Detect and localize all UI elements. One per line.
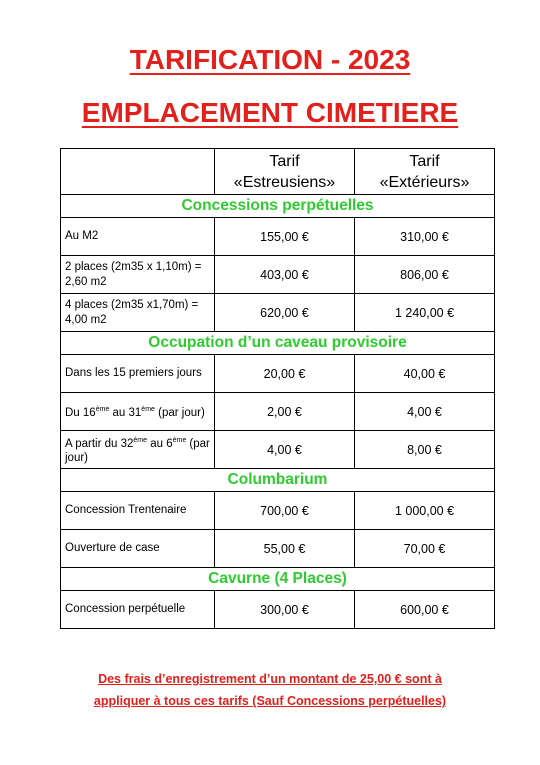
section-header-row [61,332,495,355]
price-estreusiens: 155,00 € [215,218,355,256]
row-label: Au M2 [61,218,215,256]
table-row [61,393,495,431]
table-row [61,294,495,332]
header-empty-cell [61,149,215,195]
section-header-row [61,469,495,492]
section-title: Occupation d’un caveau provisoire [61,332,495,355]
price-exterieurs: 70,00 € [355,530,495,568]
label-superscript: ème [95,406,110,414]
label-part: A partir du 32 [65,437,134,450]
table-row [61,355,495,393]
price-exterieurs: 310,00 € [355,218,495,256]
label-superscript: ème [141,406,155,414]
price-estreusiens: 300,00 € [215,591,355,629]
header-estreusiens [215,149,355,195]
header-exterieurs-line2: «Extérieurs» [379,173,470,191]
note-line-2: appliquer à tous ces tarifs (Sauf Concessions perpétuelles) [93,694,447,708]
section-header-row [61,568,495,591]
tariff-table [60,148,495,629]
price-exterieurs: 8,00 € [355,431,495,469]
price-exterieurs: 4,00 € [355,393,495,431]
price-estreusiens: 2,00 € [215,393,355,431]
table-row [61,256,495,294]
table-row [61,492,495,530]
section-title: Concessions perpétuelles [61,195,495,218]
price-estreusiens: 4,00 € [215,431,355,469]
label-part: (par jour) [65,437,210,465]
row-label: Dans les 15 premiers jours [61,355,215,393]
label-part: (par jour) [154,406,205,419]
price-exterieurs: 40,00 € [355,355,495,393]
row-label: 2 places (2m35 x 1,10m) = 2,60 m2 [61,256,215,294]
label-part: au 6 [147,437,173,450]
price-estreusiens: 20,00 € [215,355,355,393]
price-estreusiens: 620,00 € [215,294,355,332]
price-estreusiens: 700,00 € [215,492,355,530]
price-exterieurs: 1 000,00 € [355,492,495,530]
price-exterieurs: 600,00 € [355,591,495,629]
table-row [61,591,495,629]
page-title: TARIFICATION - 2023 [129,44,411,75]
row-label: Concession perpétuelle [61,591,215,629]
table-header-row [61,149,495,195]
section-header-row [61,195,495,218]
label-superscript: ème [133,436,148,444]
row-label: 4 places (2m35 x1,70m) = 4,00 m2 [61,294,215,332]
note-line-1: Des frais d’enregistrement d’un montant de 25,00 € sont à [98,672,442,686]
label-part: au 31 [109,406,142,419]
table-row [61,218,495,256]
price-exterieurs: 806,00 € [355,256,495,294]
price-exterieurs: 1 240,00 € [355,294,495,332]
table-row [61,431,495,469]
label-part: Du 16 [65,406,96,419]
registration-fee-note [0,668,540,712]
price-estreusiens: 403,00 € [215,256,355,294]
section-title: Cavurne (4 Places) [61,568,495,591]
table-row [61,530,495,568]
row-label: Concession Trentenaire [61,492,215,530]
row-label [61,393,215,431]
label-superscript: ème [172,436,187,444]
row-label [61,431,215,469]
page-subtitle: EMPLACEMENT CIMETIERE [81,97,459,128]
price-estreusiens: 55,00 € [215,530,355,568]
header-exterieurs [355,149,495,195]
header-estreusiens-line1: Tarif [269,152,300,170]
row-label: Ouverture de case [61,530,215,568]
section-title: Columbarium [61,469,495,492]
header-estreusiens-line2: «Estreusiens» [233,173,336,191]
header-exterieurs-line1: Tarif [409,152,440,170]
